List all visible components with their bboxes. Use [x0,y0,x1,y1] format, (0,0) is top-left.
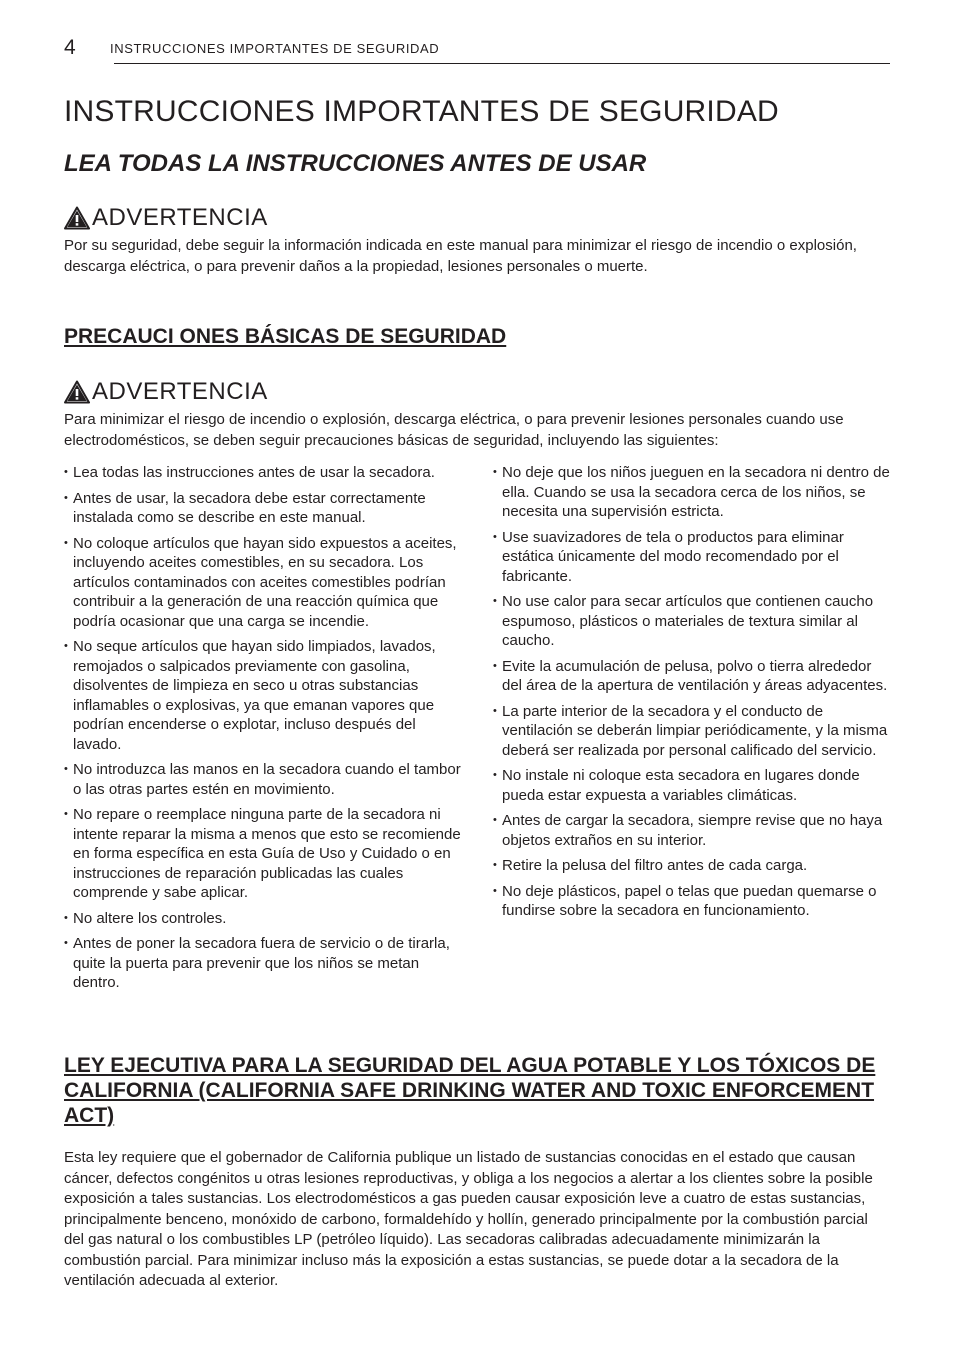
precautions-list-left [64,463,462,999]
list-item: • Lea todas las instrucciones antes de usar la secadora. [64,463,462,483]
list-item: • No deje que los niños jueguen en la secadora ni dentro de ella. Cuando se usa la secadora cerca de los niños, se necesita una supervisión estricta. [493,463,893,522]
list-item: • No repare o reemplace ninguna parte de la secadora ni intente reparar la misma a menos que esto se recomiende en forma específica en esta Guía de Uso y Cuidado o en instrucciones de reparación publicadas las cuales comprende y sabe aplicar. [64,805,462,903]
running-title: INSTRUCCIONES IMPORTANTES DE SEGURIDAD [110,41,440,56]
page-header [64,36,890,64]
list-item: • No instale ni coloque esta secadora en lugares donde pueda estar expuesta a variables climáticas. [493,766,893,805]
list-item: • Retire la pelusa del filtro antes de cada carga. [493,856,893,876]
warning-label-2: ADVERTENCIA [92,378,268,405]
california-text: Esta ley requiere que el gobernador de California publique un listado de sustancias conocidas en el estado que causan cáncer, defectos congénitos u otras lesiones reproductivas, y obliga a los negocios a alertar a los clientes sobre la posible exposición a tales sustancias. Los electrodomésticos a gas pueden causar exposición leve a cuatro de estas sustancias, principalmente benceno, monóxido de carbono, formaldehído y hollín, generado principalmente por la combustión parcial del gas natural o los combustibles LP (petróleo líquido). Las secadoras calibradas adecuadamente minimizarán la combustión parcial. Para minimizar incluso más la exposición a estas sustancias, se puede dotar a la secadora de la ventilación adecuada al exterior. [64,1149,873,1289]
page-subtitle: LEA TODAS LA INSTRUCCIONES ANTES DE USAR [64,150,647,177]
list-item: • Evite la acumulación de pelusa, polvo o tierra alrededor del área de la apertura de ventilación y áreas adyacentes. [493,657,893,696]
list-item: • No altere los controles. [64,909,462,929]
page-title: INSTRUCCIONES IMPORTANTES DE SEGURIDAD [64,95,779,128]
precautions-heading: PRECAUCI ONES BÁSICAS DE SEGURIDAD [64,325,507,348]
list-item: • No use calor para secar artículos que contienen caucho espumoso, plásticos o materiales de textura similar al caucho. [493,592,893,651]
list-item: • Antes de usar, la secadora debe estar correctamente instalada como se describe en este manual. [64,489,462,528]
warning-heading-2 [64,378,268,406]
warning-triangle-icon [64,206,90,230]
precautions-intro: Para minimizar el riesgo de incendio o explosión, descarga eléctrica, o para prevenir lesiones personales cuando use electrodomésticos, se deben seguir precauciones básicas de seguridad, incluyendo las siguientes: [64,411,844,449]
page-number: 4 [64,36,76,59]
header-divider [114,63,890,64]
california-heading: LEY EJECUTIVA PARA LA SEGURIDAD DEL AGUA POTABLE Y LOS TÓXICOS DE CALIFORNIA (CALIFORNIA SAFE DRINKING WATER AND TOXIC ENFORCEMENT ACT) [64,1054,876,1127]
list-item: • Antes de poner la secadora fuera de servicio o de tirarla, quite la puerta para prevenir que los niños se metan dentro. [64,934,462,993]
list-item: • No introduzca las manos en la secadora cuando el tambor o las otras partes estén en movimiento. [64,760,462,799]
warning-heading-1 [64,204,268,232]
list-item: • No seque artículos que hayan sido limpiados, lavados, remojados o salpicados previamente con gasolina, disolventes de limpieza en seco u otras substancias inflamables o explosivas, ya que emanan vapores que podrían encenderse o explotar, incluso después del lavado. [64,637,462,754]
list-item: • No deje plásticos, papel o telas que puedan quemarse o fundirse sobre la secadora en funcionamiento. [493,882,893,921]
precautions-list-right [493,463,893,927]
warning-triangle-icon [64,380,90,404]
list-item: • Use suavizadores de tela o productos para eliminar estática únicamente del modo recomendado por el fabricante. [493,528,893,587]
warning-text-1: Por su seguridad, debe seguir la información indicada en este manual para minimizar el riesgo de incendio o explosión, descarga eléctrica, o para prevenir daños a la propiedad, lesiones personales o muerte. [64,237,857,275]
list-item: • Antes de cargar la secadora, siempre revise que no haya objetos extraños en su interior. [493,811,893,850]
list-item: • No coloque artículos que hayan sido expuestos a aceites, incluyendo aceites comestibles, en su secadora. Los artículos contaminados con aceites comestibles podrían contribuir a la generación de una reacción química que podría ocasionar que una carga se incendie. [64,534,462,632]
warning-label-1: ADVERTENCIA [92,204,268,231]
list-item: • La parte interior de la secadora y el conducto de ventilación se deberán limpiar periódicamente, y la misma deberá ser realizada por personal calificado del servicio. [493,702,893,761]
